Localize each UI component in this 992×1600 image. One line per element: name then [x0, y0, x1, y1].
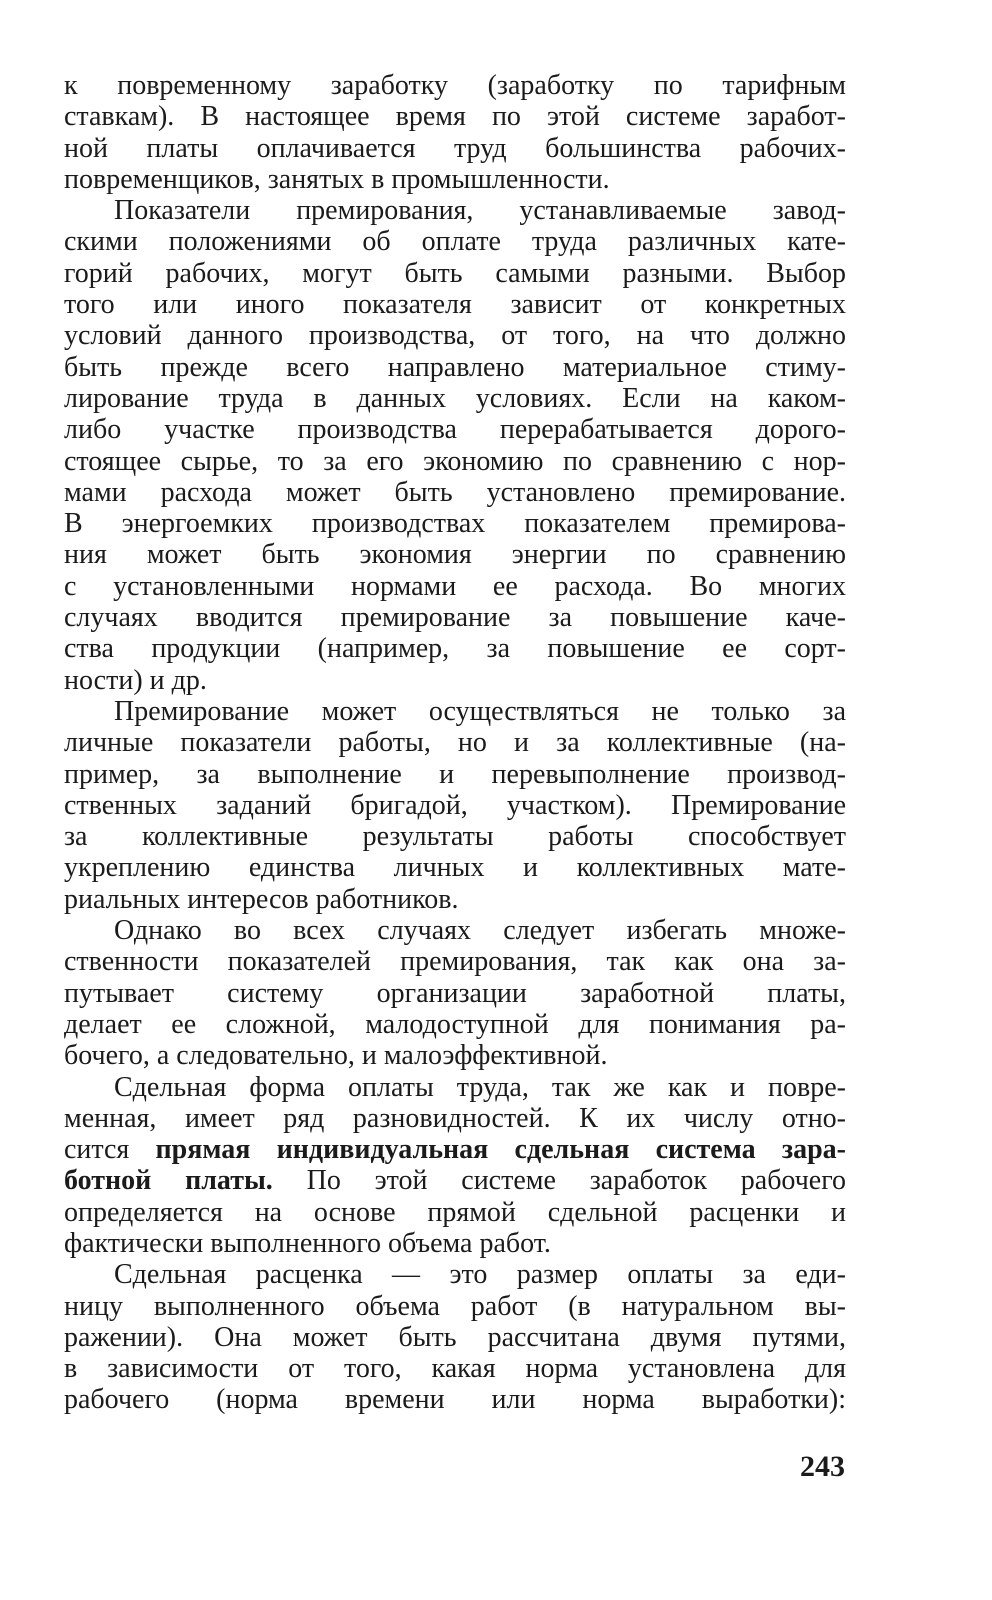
text-line: ственных заданий бригадой, участком). Премирование: [64, 789, 846, 821]
text-line: личные показатели работы, но и за коллективные (на-: [64, 727, 846, 759]
text-line: В энергоемких производствах показателем премирова-: [64, 508, 846, 540]
paragraph-5: [64, 1072, 846, 1260]
paragraph-4: [64, 915, 846, 1071]
text-line: к повременному заработку (заработку по тарифным: [64, 70, 846, 101]
text-line: ной платы оплачивается труд большинства рабочих-: [64, 132, 846, 164]
text-line: ставкам). В настоящее время по этой системе заработ-: [64, 101, 846, 133]
text-line: условий данного производства, от того, на что должно: [64, 320, 846, 352]
text-line: ражении). Она может быть рассчитана двумя путями,: [64, 1321, 846, 1353]
text-line-with-term: [64, 1134, 846, 1165]
text-segment: сится: [64, 1134, 156, 1166]
text-line: горий рабочих, могут быть самыми разными. Выбор: [64, 257, 846, 289]
text-line: ницу выполненного объема работ (в натуральном вы-: [64, 1290, 846, 1322]
text-line: рабочего (норма времени или норма выработки):: [64, 1384, 846, 1416]
paragraph-6: [64, 1259, 846, 1415]
text-line: делает ее сложной, малодоступной для понимания ра-: [64, 1008, 846, 1040]
text-line: мами расхода может быть установлено премирование.: [64, 476, 846, 508]
text-line: Сдельная расценка — это размер оплаты за еди-: [114, 1259, 846, 1291]
text-line: ственности показателей премирования, так как она за-: [64, 946, 846, 978]
paragraph-3: [64, 696, 846, 915]
text-line: в зависимости от того, какая норма установлена для: [64, 1353, 846, 1385]
text-line: путывает систему организации заработной платы,: [64, 977, 846, 1009]
text-line: случаях вводится премирование за повышение каче-: [64, 602, 846, 634]
text-line-with-term: [64, 1165, 846, 1196]
text-line: лирование труда в данных условиях. Если на каком-: [64, 382, 846, 414]
text-line: с установленными нормами ее расхода. Во многих: [64, 570, 846, 602]
text-line: либо участке производства перерабатывается дорого-: [64, 414, 846, 446]
book-page: [64, 70, 846, 1416]
text-line: ности) и др.: [64, 664, 207, 696]
text-segment: По этой системе заработок рабочего: [272, 1165, 846, 1197]
text-line: фактически выполненного объема работ.: [64, 1227, 551, 1259]
text-line: пример, за выполнение и перевыполнение производ-: [64, 758, 846, 790]
bold-term: ботной платы.: [64, 1165, 273, 1197]
text-line: ства продукции (например, за повышение ее сорт-: [64, 633, 846, 665]
text-line: стоящее сырье, то за его экономию по сравнению с нор-: [64, 445, 846, 477]
text-line: повременщиков, занятых в промышленности.: [64, 163, 610, 195]
text-line: за коллективные результаты работы способствует: [64, 821, 846, 853]
text-line: ния может быть экономия энергии по сравнению: [64, 539, 846, 571]
text-line: укреплению единства личных и коллективных мате-: [64, 852, 846, 884]
paragraph-1: [64, 70, 846, 195]
bold-term: прямая индивидуальная сдельная система зара-: [155, 1134, 846, 1166]
text-line: бочего, а следовательно, и малоэффективной.: [64, 1040, 608, 1072]
text-line: того или иного показателя зависит от конкретных: [64, 289, 846, 321]
text-line: быть прежде всего направлено материальное стиму-: [64, 351, 846, 383]
text-line: скими положениями об оплате труда различных кате-: [64, 226, 846, 258]
text-line: менная, имеет ряд разновидностей. К их числу отно-: [64, 1102, 846, 1134]
page-number: 243: [800, 1450, 845, 1483]
text-line: определяется на основе прямой сдельной расценки и: [64, 1196, 846, 1228]
text-line: Однако во всех случаях следует избегать множе-: [114, 915, 846, 947]
text-line: Сдельная форма оплаты труда, так же как и повре-: [114, 1071, 846, 1103]
text-line: Премирование может осуществляться не только за: [114, 695, 846, 727]
text-line: Показатели премирования, устанавливаемые завод-: [114, 195, 846, 227]
text-line: риальных интересов работников.: [64, 883, 459, 915]
paragraph-2: [64, 195, 846, 696]
